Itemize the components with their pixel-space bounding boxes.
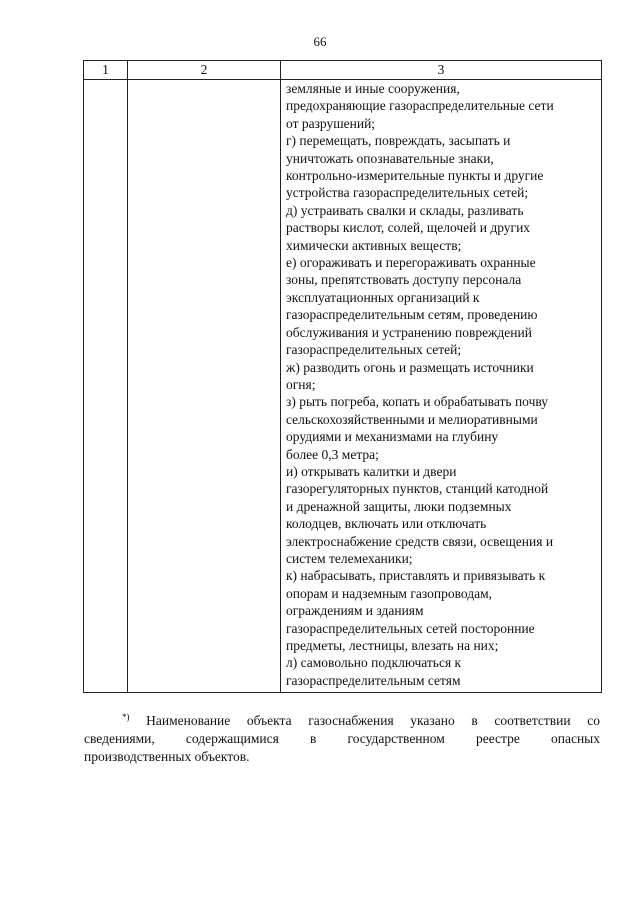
text-line: опорам и надземным газопроводам, <box>286 585 492 601</box>
text-line: от разрушений; <box>286 115 376 131</box>
text-line: растворы кислот, солей, щелочей и других <box>286 220 531 236</box>
cell-column-3 <box>281 80 602 693</box>
text-line: сельскохозяйственными и мелиоративными <box>286 411 538 427</box>
footnote-line: производственных объектов. <box>84 749 250 764</box>
text-line: газораспределительных сетей; <box>286 342 462 358</box>
text-line: более 0,3 метра; <box>286 446 379 462</box>
column-header-3: 3 <box>281 61 602 80</box>
text-line: орудиями и механизмами на глубину <box>286 429 499 445</box>
text-line: газораспределительным сетям, проведению <box>286 307 538 323</box>
text-line: предметы, лестницы, влезать на них; <box>286 638 499 653</box>
text-line: зоны, препятствовать доступу персонала <box>286 272 522 288</box>
text-line: уничтожать опознавательные знаки, <box>286 150 494 166</box>
text-line: химически активных веществ; <box>286 237 462 253</box>
text-line: земляные и иные сооружения, <box>286 81 460 96</box>
footnote-line: сведениями, содержащимися в государственном реестре опасных <box>84 731 600 746</box>
text-line: газораспределительным сетям <box>286 672 461 688</box>
text-line: к) набрасывать, приставлять и привязывать к <box>286 568 546 584</box>
text-line: з) рыть погреба, копать и обрабатывать почву <box>286 394 549 410</box>
text-line: устройства газораспределительных сетей; <box>286 185 529 201</box>
footnote-text: Наименование объекта газоснабжения указано в соответствии со <box>146 713 601 728</box>
text-line: контрольно-измерительные пункты и другие <box>286 168 544 184</box>
cell-column-1 <box>84 80 128 693</box>
content-table <box>83 60 602 693</box>
text-line: е) огораживать и перегораживать охранные <box>286 255 536 271</box>
column-header-2: 2 <box>128 61 281 80</box>
footnote-marker: *) <box>122 712 130 722</box>
text-line: газорегуляторных пунктов, станций катодной <box>286 481 549 497</box>
text-line: и) открывать калитки и двери <box>286 463 457 479</box>
text-line: колодцев, включать или отключать <box>286 516 487 532</box>
text-line: предохраняющие газораспределительные сети <box>286 98 554 114</box>
text-line: электроснабжение средств связи, освещения и <box>286 533 554 549</box>
text-line: систем телемеханики; <box>286 550 413 566</box>
text-line: л) самовольно подключаться к <box>286 655 462 671</box>
footnote-line <box>84 712 600 730</box>
table-row <box>84 80 602 693</box>
text-line: и дренажной защиты, люки подземных <box>286 498 512 514</box>
cell-column-2 <box>128 80 281 693</box>
table-header-row <box>84 61 602 80</box>
text-line: г) перемещать, повреждать, засыпать и <box>286 133 511 149</box>
text-line: ж) разводить огонь и размещать источники <box>286 359 534 375</box>
footnote <box>84 712 600 766</box>
text-line: д) устраивать свалки и склады, разливать <box>286 202 524 218</box>
text-line: огня; <box>286 376 316 392</box>
text-line: ограждениям и зданиям <box>286 603 424 619</box>
text-line: эксплуатационных организаций к <box>286 289 480 305</box>
column-header-1: 1 <box>84 61 128 80</box>
text-line: газораспределительных сетей посторонние <box>286 620 535 636</box>
page-number: 66 <box>313 34 327 49</box>
text-line: обслуживания и устранению повреждений <box>286 324 532 340</box>
